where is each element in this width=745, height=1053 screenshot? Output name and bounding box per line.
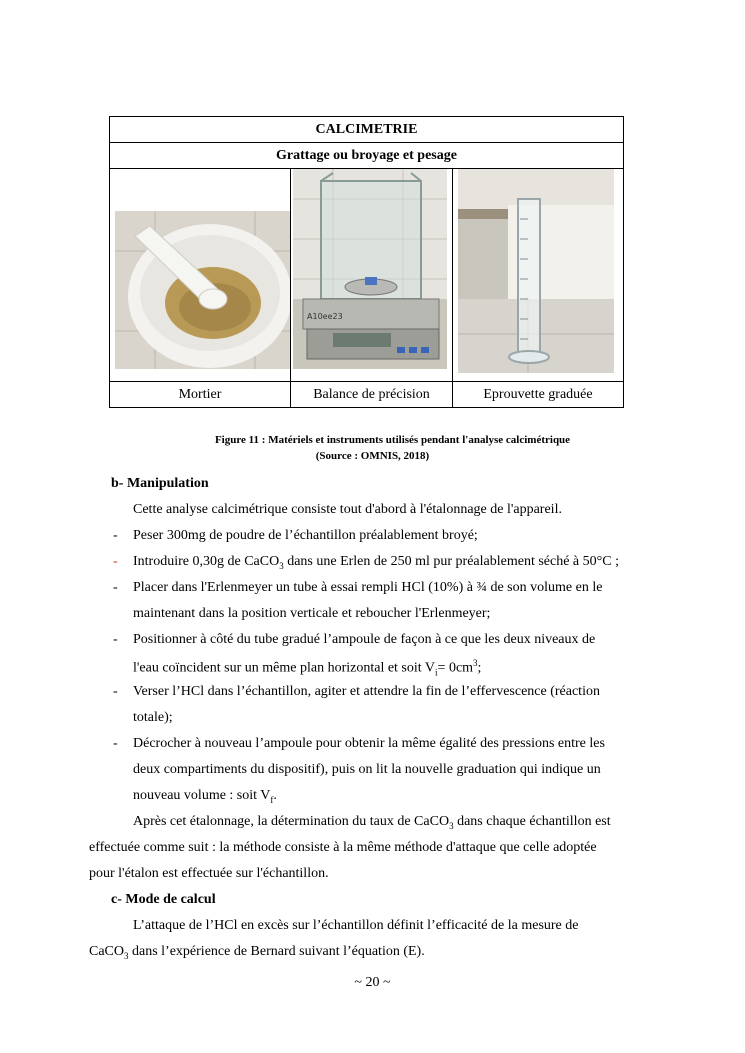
- column-divider: [452, 169, 453, 407]
- list-item-6-line-3: nouveau volume : soit $V_f$.: [133, 788, 277, 805]
- column-divider: [290, 169, 291, 407]
- balance-label: A10ee23: [307, 312, 343, 321]
- list-dash: -: [113, 632, 118, 647]
- section-c-heading: c- Mode de calcul: [111, 892, 216, 907]
- after-paragraph-line-2: effectuée comme suit : la méthode consiste à la même méthode d'attaque que celle adoptée: [89, 840, 597, 855]
- table-subtitle: Grattage ou broyage et pesage: [110, 143, 623, 169]
- list-item-4-line-1: Positionner à côté du tube gradué l’ampoule de façon à ce que les deux niveaux de: [133, 632, 596, 647]
- list-item-1: Peser 300mg de poudre de l’échantillon préalablement broyé;: [133, 528, 478, 543]
- figure-source: (Source : OMNIS, 2018): [315, 450, 430, 462]
- table-title: CALCIMETRIE: [110, 117, 623, 143]
- list-item-3-line-2: maintenant dans la position verticale et reboucher l'Erlenmeyer;: [133, 606, 491, 621]
- mortar-photo: [115, 211, 290, 369]
- section-b-intro: Cette analyse calcimétrique consiste tout d'abord à l'étalonnage de l'appareil.: [133, 502, 562, 517]
- list-dash: -: [113, 554, 118, 569]
- caption-balance: Balance de précision: [313, 387, 430, 402]
- list-item-3-line-1: Placer dans l'Erlenmeyer un tube à essai rempli HCl (10%) à ¾ de son volume en le: [133, 580, 603, 595]
- list-item-6-line-1: Décrocher à nouveau l’ampoule pour obtenir la même égalité des pressions entre les: [133, 736, 605, 751]
- balance-photo: [293, 169, 447, 369]
- cylinder-photo: [458, 169, 614, 373]
- section-b-heading: b- Manipulation: [111, 476, 209, 491]
- list-item-4-line-2: l'eau coïncident sur un même plan horizontal et soit $V_i= 0cm^3$;: [133, 658, 482, 678]
- section-c-line-1: L’attaque de l’HCl en excès sur l’échantillon définit l’efficacité de la mesure de: [133, 918, 579, 933]
- after-paragraph-line-3: pour l'étalon est effectuée sur l'échantillon.: [89, 866, 329, 881]
- list-item-2: Introduire 0,30g de CaCO$_3$ dans une Erlen de 250 ml pur préalablement séché à 50°C ;: [133, 554, 619, 571]
- list-dash: -: [113, 528, 118, 543]
- list-dash: -: [113, 736, 118, 751]
- section-c-line-2: CaCO$_3$ dans l’expérience de Bernard suivant l’équation (E).: [89, 944, 425, 961]
- page-number: ~ 20 ~: [354, 975, 391, 990]
- caption-mortier: Mortier: [178, 387, 222, 402]
- list-dash: -: [113, 684, 118, 699]
- list-item-6-line-2: deux compartiments du dispositif), puis on lit la nouvelle graduation qui indique un: [133, 762, 601, 777]
- caption-row: [110, 381, 623, 407]
- list-dash: -: [113, 580, 118, 595]
- list-item-5-line-1: Verser l’HCl dans l’échantillon, agiter et attendre la fin de l’effervescence (réaction: [133, 684, 600, 699]
- calcimetrie-table: [109, 116, 624, 408]
- figure-caption: Figure 11 : Matériels et instruments utilisés pendant l'analyse calcimétrique: [214, 434, 571, 446]
- caption-eprouvette: Eprouvette graduée: [483, 387, 593, 402]
- after-paragraph-line-1: Après cet étalonnage, la détermination du taux de CaCO$_3$ dans chaque échantillon est: [133, 814, 611, 831]
- photo-row: [110, 169, 623, 381]
- list-item-5-line-2: totale);: [133, 710, 173, 725]
